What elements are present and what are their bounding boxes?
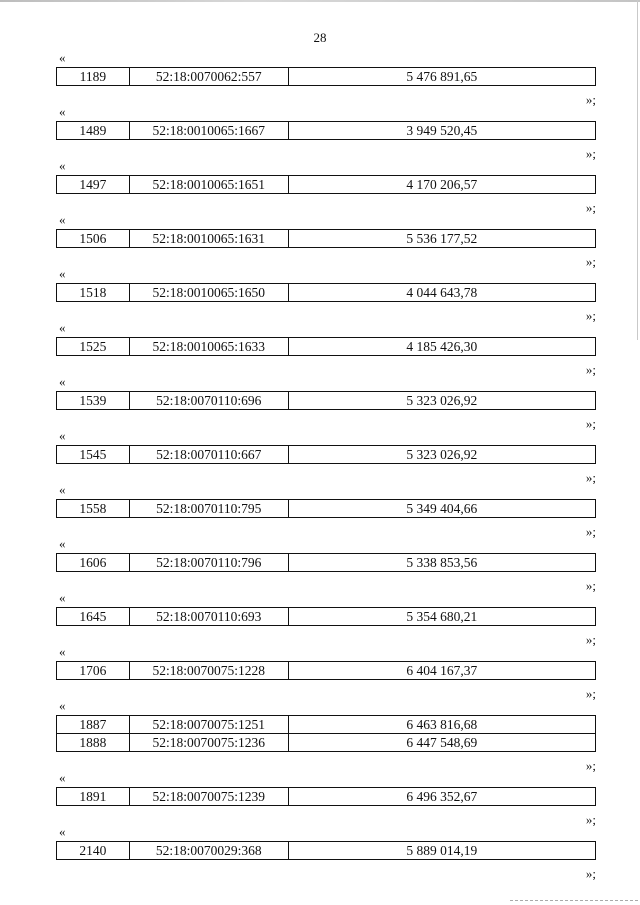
cadastral-number-cell: 52:18:0010065:1631 — [130, 230, 289, 247]
cadastral-number-cell: 52:18:0070062:557 — [130, 68, 289, 85]
opening-quote: « — [59, 536, 66, 551]
amendment-entry — [56, 105, 596, 159]
opening-quote: « — [59, 50, 66, 65]
cadastral-value-cell: 4 185 426,30 — [289, 338, 596, 355]
row-number-cell: 1887 — [57, 716, 130, 733]
amendment-entries — [56, 51, 596, 879]
table-row — [57, 230, 596, 248]
closing-quote: »; — [585, 92, 596, 107]
amendment-entry — [56, 267, 596, 321]
cadastral-value-cell: 6 496 352,67 — [289, 788, 596, 805]
closing-quote: »; — [585, 200, 596, 215]
amendment-entry — [56, 429, 596, 483]
row-number-cell: 1558 — [57, 500, 130, 517]
cadastral-value-cell: 6 463 816,68 — [289, 716, 596, 733]
cadastral-number-cell: 52:18:0070075:1228 — [130, 662, 289, 679]
table-row — [57, 338, 596, 356]
scan-edge-right — [637, 0, 638, 340]
cadastral-number-cell: 52:18:0070110:796 — [130, 554, 289, 571]
opening-quote: « — [59, 158, 66, 173]
scan-edge-bottom — [510, 899, 638, 901]
amendment-entry — [56, 483, 596, 537]
amendment-entry — [56, 537, 596, 591]
entry-table — [56, 661, 596, 680]
cadastral-value-cell: 6 404 167,37 — [289, 662, 596, 679]
amendment-entry — [56, 825, 596, 879]
cadastral-value-cell: 5 349 404,66 — [289, 500, 596, 517]
table-row — [57, 554, 596, 572]
row-number-cell: 2140 — [57, 842, 130, 859]
closing-quote: »; — [585, 416, 596, 431]
cadastral-value-cell: 5 536 177,52 — [289, 230, 596, 247]
cadastral-number-cell: 52:18:0070075:1239 — [130, 788, 289, 805]
table-row — [57, 842, 596, 860]
amendment-entry — [56, 771, 596, 825]
closing-quote: »; — [585, 686, 596, 701]
cadastral-value-cell: 5 354 680,21 — [289, 608, 596, 625]
cadastral-number-cell: 52:18:0070110:667 — [130, 446, 289, 463]
row-number-cell: 1189 — [57, 68, 130, 85]
closing-quote: »; — [585, 812, 596, 827]
table-row — [57, 122, 596, 140]
opening-quote: « — [59, 104, 66, 119]
cadastral-number-cell: 52:18:0070110:693 — [130, 608, 289, 625]
entry-table — [56, 283, 596, 302]
cadastral-value-cell: 5 323 026,92 — [289, 392, 596, 409]
cadastral-value-cell: 5 476 891,65 — [289, 68, 596, 85]
entry-table — [56, 607, 596, 626]
closing-quote: »; — [585, 146, 596, 161]
closing-quote: »; — [585, 308, 596, 323]
entry-table — [56, 391, 596, 410]
amendment-entry — [56, 321, 596, 375]
table-row — [57, 716, 596, 734]
scan-edge-top — [0, 0, 640, 2]
amendment-entry — [56, 699, 596, 771]
closing-quote: »; — [585, 578, 596, 593]
opening-quote: « — [59, 212, 66, 227]
row-number-cell: 1545 — [57, 446, 130, 463]
cadastral-value-cell: 4 170 206,57 — [289, 176, 596, 193]
amendment-entry — [56, 591, 596, 645]
cadastral-number-cell: 52:18:0010065:1633 — [130, 338, 289, 355]
row-number-cell: 1518 — [57, 284, 130, 301]
amendment-entry — [56, 51, 596, 105]
entry-table — [56, 787, 596, 806]
page-number: 28 — [313, 30, 327, 45]
opening-quote: « — [59, 824, 66, 839]
closing-quote: »; — [585, 866, 596, 881]
entry-table — [56, 553, 596, 572]
amendment-entry — [56, 375, 596, 429]
cadastral-number-cell: 52:18:0010065:1667 — [130, 122, 289, 139]
cadastral-value-cell: 6 447 548,69 — [289, 734, 596, 751]
cadastral-number-cell: 52:18:0070110:795 — [130, 500, 289, 517]
table-row — [57, 734, 596, 752]
entry-table — [56, 841, 596, 860]
table-row — [57, 176, 596, 194]
table-row — [57, 608, 596, 626]
opening-quote: « — [59, 644, 66, 659]
row-number-cell: 1706 — [57, 662, 130, 679]
opening-quote: « — [59, 428, 66, 443]
row-number-cell: 1506 — [57, 230, 130, 247]
closing-quote: »; — [585, 758, 596, 773]
entry-table — [56, 499, 596, 518]
opening-quote: « — [59, 374, 66, 389]
table-row — [57, 662, 596, 680]
table-row — [57, 788, 596, 806]
entry-table — [56, 67, 596, 86]
cadastral-number-cell: 52:18:0070075:1236 — [130, 734, 289, 751]
cadastral-value-cell: 3 949 520,45 — [289, 122, 596, 139]
row-number-cell: 1539 — [57, 392, 130, 409]
closing-quote: »; — [585, 524, 596, 539]
row-number-cell: 1497 — [57, 176, 130, 193]
cadastral-value-cell: 4 044 643,78 — [289, 284, 596, 301]
row-number-cell: 1606 — [57, 554, 130, 571]
table-row — [57, 500, 596, 518]
amendment-entry — [56, 159, 596, 213]
closing-quote: »; — [585, 632, 596, 647]
table-row — [57, 284, 596, 302]
opening-quote: « — [59, 770, 66, 785]
cadastral-value-cell: 5 889 014,19 — [289, 842, 596, 859]
entry-table — [56, 121, 596, 140]
row-number-cell: 1645 — [57, 608, 130, 625]
opening-quote: « — [59, 266, 66, 281]
cadastral-value-cell: 5 338 853,56 — [289, 554, 596, 571]
table-row — [57, 68, 596, 86]
cadastral-number-cell: 52:18:0070075:1251 — [130, 716, 289, 733]
cadastral-number-cell: 52:18:0070029:368 — [130, 842, 289, 859]
row-number-cell: 1888 — [57, 734, 130, 751]
opening-quote: « — [59, 698, 66, 713]
entry-table — [56, 229, 596, 248]
table-row — [57, 446, 596, 464]
closing-quote: »; — [585, 254, 596, 269]
cadastral-number-cell: 52:18:0010065:1651 — [130, 176, 289, 193]
cadastral-number-cell: 52:18:0010065:1650 — [130, 284, 289, 301]
entry-table — [56, 715, 596, 752]
entry-table — [56, 445, 596, 464]
cadastral-number-cell: 52:18:0070110:696 — [130, 392, 289, 409]
opening-quote: « — [59, 590, 66, 605]
closing-quote: »; — [585, 470, 596, 485]
entry-table — [56, 337, 596, 356]
row-number-cell: 1891 — [57, 788, 130, 805]
cadastral-value-cell: 5 323 026,92 — [289, 446, 596, 463]
row-number-cell: 1489 — [57, 122, 130, 139]
entry-table — [56, 175, 596, 194]
opening-quote: « — [59, 482, 66, 497]
amendment-entry — [56, 213, 596, 267]
amendment-entry — [56, 645, 596, 699]
opening-quote: « — [59, 320, 66, 335]
closing-quote: »; — [585, 362, 596, 377]
table-row — [57, 392, 596, 410]
row-number-cell: 1525 — [57, 338, 130, 355]
